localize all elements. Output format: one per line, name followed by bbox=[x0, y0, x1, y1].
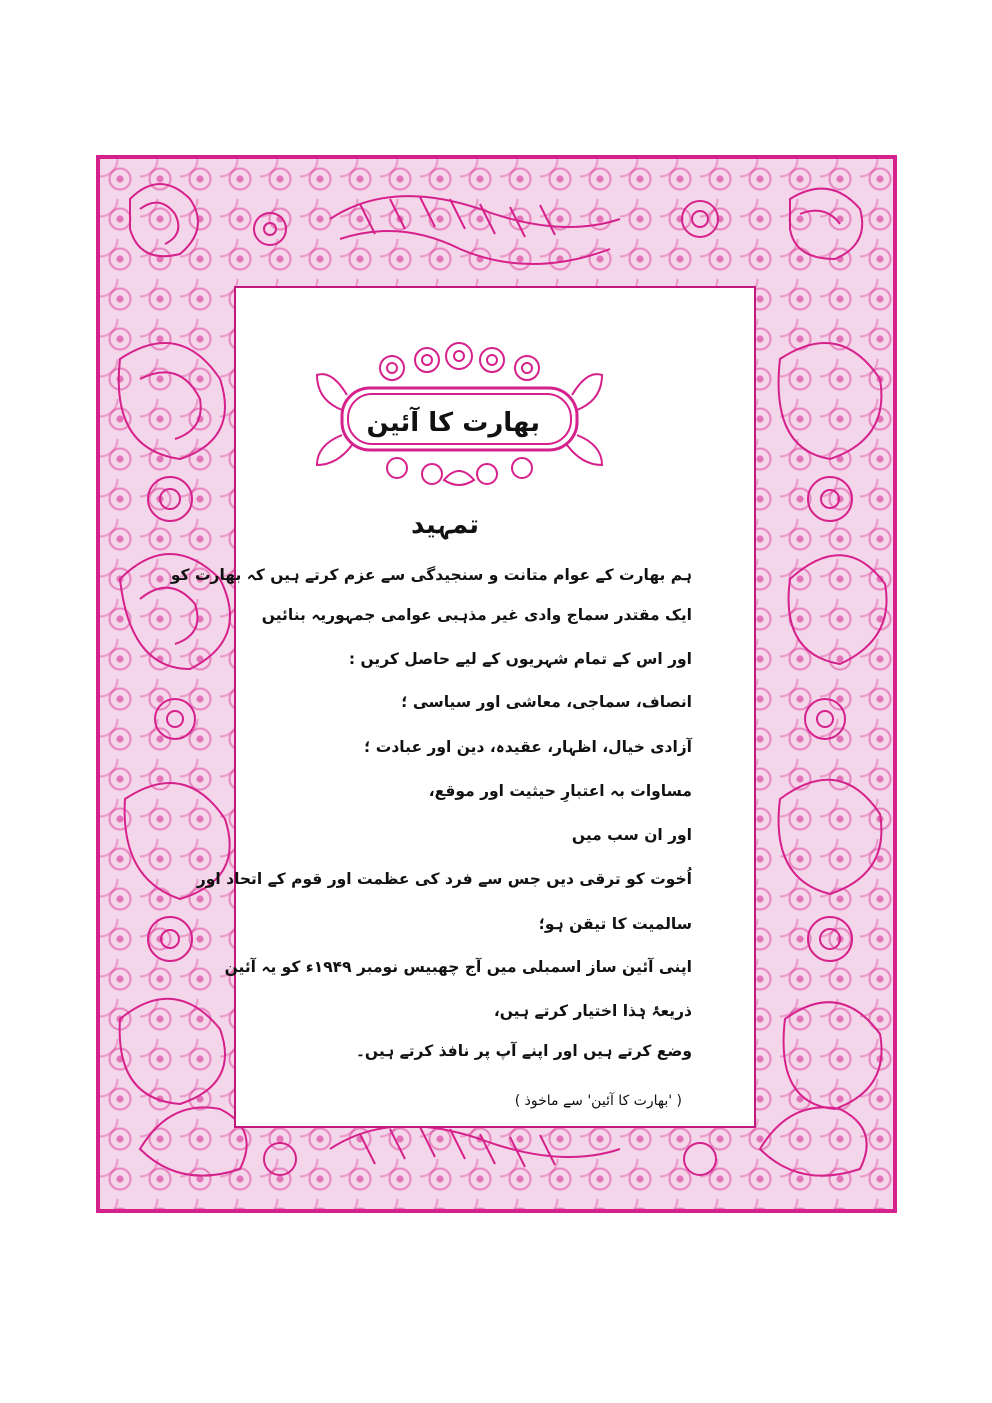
preamble-line: آزادی خیال، اظہار، عقیدہ، دین اور عبادت ؛ bbox=[364, 738, 692, 756]
preamble-line: انصاف، سماجی، معاشی اور سیاسی ؛ bbox=[401, 693, 692, 711]
preamble-line: اُخوت کو ترقی دیں جس سے فرد کی عظمت اور قوم کے اتحاد اور bbox=[196, 870, 692, 888]
preamble-line: اور اس کے تمام شہریوں کے لیے حاصل کریں : bbox=[348, 650, 692, 668]
preamble-heading: تمہید bbox=[410, 510, 480, 540]
source-note: ( 'بھارت کا آئین' سے ماخوذ ) bbox=[514, 1093, 682, 1109]
preamble-line: وضع کرتے ہیں اور اپنے آپ پر نافذ کرتے ہیں۔ bbox=[355, 1042, 692, 1060]
document-title: بھارت کا آئین bbox=[366, 408, 540, 438]
preamble-line: اپنی آئین ساز اسمبلی میں آج چھبیس نومبر ۱۹۴۹ء کو یہ آئین bbox=[224, 958, 692, 976]
preamble-line: ایک مقتدر سماج وادی غیر مذہبی عوامی جمہوریہ بنائیں bbox=[261, 606, 692, 624]
preamble-line: ذریعۂ ہٰذا اختیار کرتے ہیں، bbox=[493, 1002, 692, 1020]
preamble-line: سالمیت کا تیقن ہو؛ bbox=[538, 915, 692, 933]
preamble-line: اور ان سب میں bbox=[571, 826, 692, 844]
preamble-line: مساوات بہ اعتبارِ حیثیت اور موقع، bbox=[428, 782, 692, 800]
preamble-line: ہم بھارت کے عوام متانت و سنجیدگی سے عزم کرتے ہیں کہ بھارت کو bbox=[170, 566, 692, 584]
